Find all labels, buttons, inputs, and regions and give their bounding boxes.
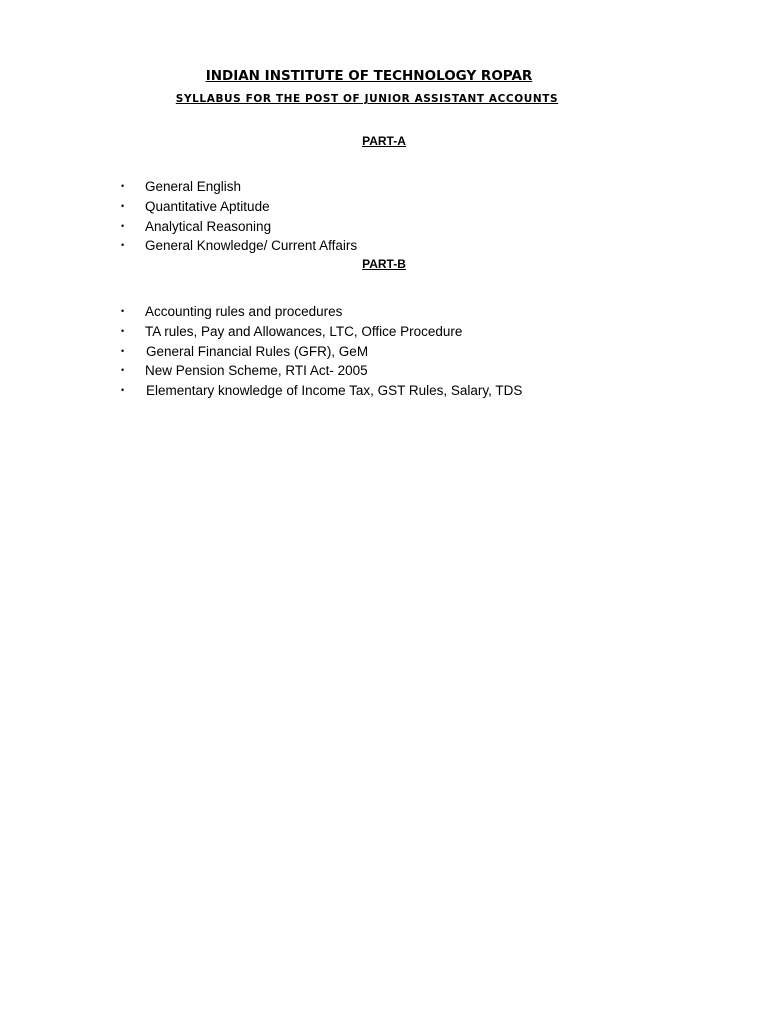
- bullet-icon: •: [121, 325, 125, 336]
- bullet-icon: •: [121, 345, 125, 356]
- bullet-icon: •: [121, 365, 125, 376]
- bullet-icon: •: [121, 306, 125, 316]
- list-item-text: Quantitative Aptitude: [145, 198, 270, 214]
- bullet-icon: •: [121, 240, 125, 251]
- part-b-heading: PART-B: [362, 257, 406, 271]
- list-item-text: New Pension Scheme, RTI Act- 2005: [145, 363, 368, 379]
- list-item-text: Accounting rules and procedures: [145, 304, 343, 319]
- bullet-icon: •: [121, 181, 125, 191]
- list-item-text: Elementary knowledge of Income Tax, GST Rules, Salary, TDS: [146, 383, 523, 399]
- list-item-text: Analytical Reasoning: [145, 218, 272, 234]
- bullet-icon: •: [121, 385, 125, 396]
- bullet-icon: •: [121, 220, 125, 231]
- list-item-text: General Financial Rules (GFR), GeM: [146, 343, 369, 359]
- list-item-text: General English: [145, 179, 242, 194]
- bullet-icon: •: [121, 200, 125, 211]
- list-item-text: General Knowledge/ Current Affairs: [145, 238, 358, 254]
- document-subtitle: SYLLABUS FOR THE POST OF JUNIOR ASSISTANT ACCOUNTS: [175, 93, 559, 105]
- list-item-text: TA rules, Pay and Allowances, LTC, Office Procedure: [145, 323, 463, 339]
- document-title: INDIAN INSTITUTE OF TECHNOLOGY ROPAR: [205, 68, 533, 84]
- part-a-heading: PART-A: [362, 134, 406, 148]
